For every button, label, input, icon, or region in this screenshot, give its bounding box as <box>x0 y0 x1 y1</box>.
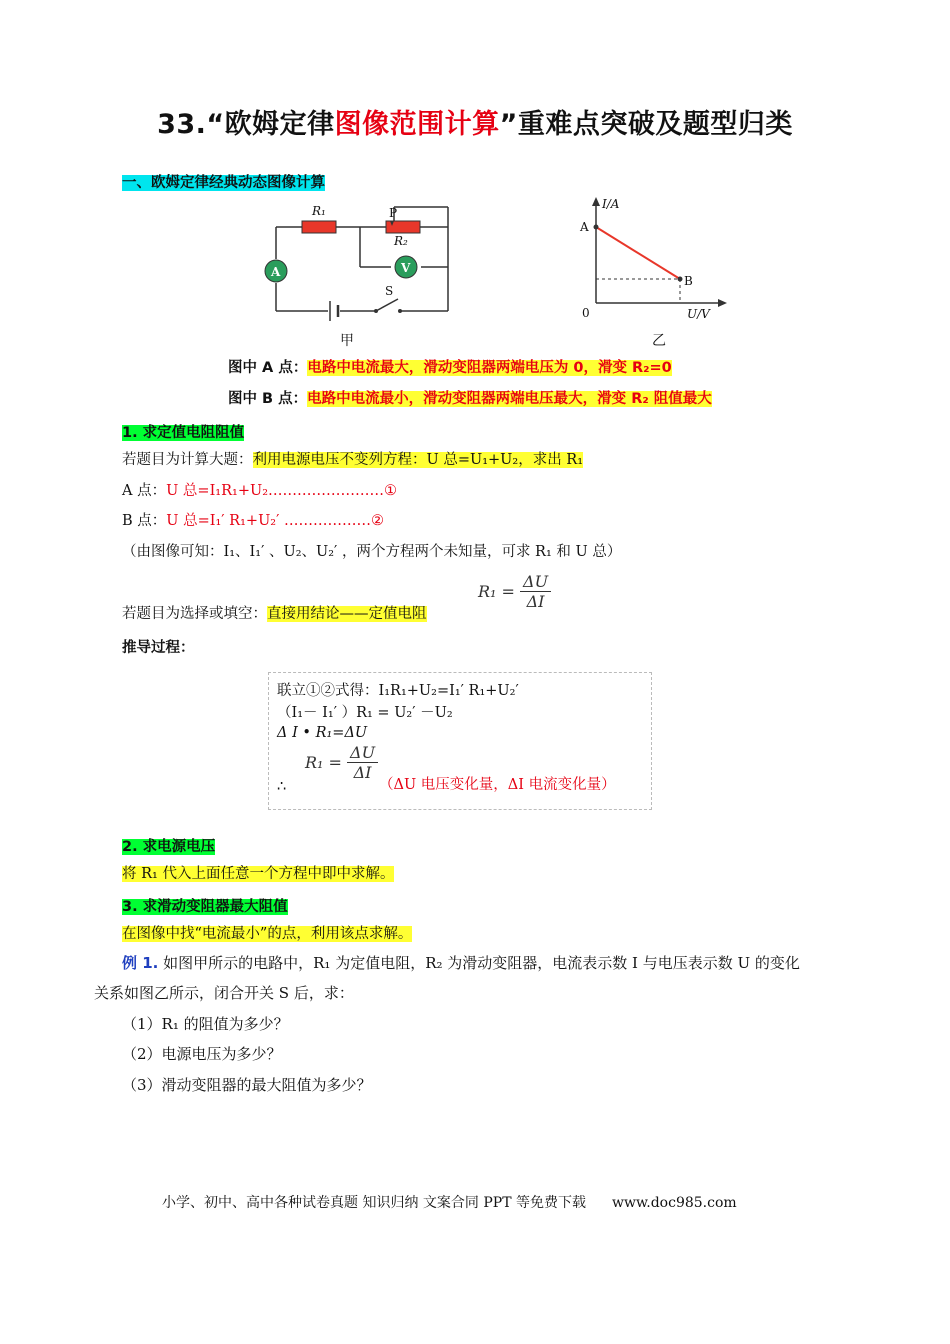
svg-text:0: 0 <box>582 306 590 320</box>
svg-text:P: P <box>389 206 398 220</box>
svg-text:甲: 甲 <box>340 333 354 349</box>
derivation-formula: R₁ = $\frac{\Delta U}{\Delta I}$ <box>305 743 378 782</box>
section-heading: 一、欧姆定律经典动态图像计算 <box>122 175 325 191</box>
item3-text: 在图像中找“电流最小”的点，利用该点求解。 <box>122 926 413 942</box>
footer: 小学、初中、高中各种试卷真题 知识归纳 文案合同 PPT 等免费下载 www.doc985.com <box>162 1195 737 1211</box>
point-b-line: 图中 B 点：电路中电流最小，滑动变阻器两端电压最大，滑变 R₂ 阻值最大 <box>228 391 712 407</box>
svg-text:I/A: I/A <box>602 197 620 211</box>
derivation-heading: 推导过程： <box>122 640 195 656</box>
iu-graph <box>572 193 732 353</box>
item1-calc: 若题目为计算大题：利用电源电压不变列方程：U 总=U₁+U₂，求出 R₁ <box>122 452 584 468</box>
equation-a: A 点：U 总=I₁R₁+U₂……………………① <box>122 483 398 499</box>
circuit-diagram <box>258 193 468 353</box>
item1-note: （由图像可知：I₁、I₁′ 、U₂、U₂′ ，两个方程两个未知量，可求 R₁ 和 U 总） <box>122 544 622 560</box>
graph-line <box>596 227 680 279</box>
item2-heading: 2. 求电源电压 <box>122 839 216 855</box>
derivation-box <box>268 672 652 810</box>
equation-b: B 点：U 总=I₁′ R₁+U₂′ ………………② <box>122 513 384 529</box>
question-2: （2）电源电压为多少？ <box>122 1045 282 1063</box>
svg-text:乙: 乙 <box>652 333 666 349</box>
item3-heading: 3. 求滑动变阻器最大阻值 <box>122 899 288 915</box>
example-text-1: 例 1. 如图甲所示的电路中，R₁ 为定值电阻，R₂ 为滑动变阻器，电流表示数 I 与电压表示数 U 的变化 <box>122 954 800 972</box>
svg-text:U/V: U/V <box>687 307 710 321</box>
svg-text:B: B <box>684 274 693 288</box>
question-3: （3）滑动变阻器的最大阻值为多少？ <box>122 1076 372 1094</box>
item1-heading: 1. 求定值电阻阻值 <box>122 425 245 441</box>
derivation-note: （ΔU 电压变化量，ΔI 电流变化量） <box>379 777 616 793</box>
svg-text:R₂: R₂ <box>394 234 408 248</box>
derivation-line-2: （I₁－ I₁′ ）R₁ = U₂′ －U₂ <box>277 705 453 721</box>
therefore-symbol: ∴ <box>277 779 287 795</box>
footer-site: www.doc985.com <box>611 1195 737 1211</box>
formula-r1: R₁ = $\frac{\Delta U}{\Delta I}$ <box>478 572 551 611</box>
point-a-line: 图中 A 点：电路中电流最大，滑动变阻器两端电压为 0，滑变 R₂=0 <box>228 360 672 376</box>
svg-text:A: A <box>580 220 589 234</box>
svg-text:S: S <box>385 284 394 298</box>
svg-text:R₁: R₁ <box>312 204 326 218</box>
page-title: 33.“欧姆定律图像范围计算”重难点突破及题型归类 <box>157 109 793 140</box>
example-text-2: 关系如图乙所示，闭合开关 S 后，求： <box>94 984 354 1002</box>
resistor-r1 <box>302 221 336 233</box>
question-1: （1）R₁ 的阻值为多少？ <box>122 1015 289 1033</box>
derivation-line-3: Δ I • R₁=ΔU <box>277 725 368 741</box>
svg-text:V: V <box>401 261 411 275</box>
derivation-line-1: 联立①②式得：I₁R₁+U₂=I₁′ R₁+U₂′ <box>277 683 519 699</box>
svg-text:A: A <box>271 265 281 279</box>
item2-text: 将 R₁ 代入上面任意一个方程中即中求解。 <box>122 866 395 882</box>
item1-choice: 若题目为选择或填空：直接用结论——定值电阻 <box>122 606 427 622</box>
